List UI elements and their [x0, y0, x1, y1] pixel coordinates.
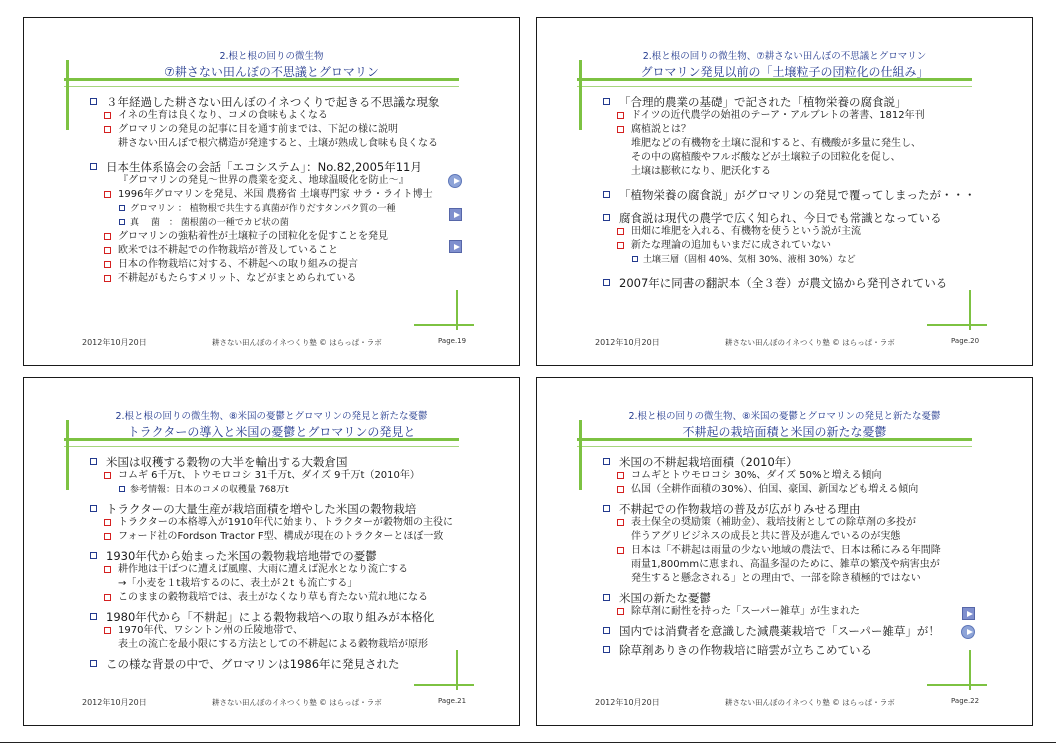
slide-section-header: 2.根と根の回りの微生物、⑧米国の憂鬱とグロマリンの発見と新たな憂鬱 [115, 411, 428, 422]
page-number: Page.21 [438, 697, 467, 705]
page-number: Page.20 [951, 337, 980, 345]
bullet-item-level-2: イネの生育は良くなり、コメの食味もよくなる [88, 109, 508, 123]
bullet-item-level-1: 除草剤ありきの作物栽培に暗雲が立ちこめている [601, 643, 1021, 657]
slide-title: 不耕起の栽培面積と米国の新たな憂鬱 [682, 425, 887, 439]
footer-date: 2012年10月20日 [82, 338, 147, 347]
accent-line [414, 324, 474, 326]
divider [0, 742, 1056, 743]
play-link-icon[interactable] [962, 607, 975, 620]
continuation-text: 表土の流亡を最小限にする方法としての不耕起による穀物栽培が原形 [118, 639, 428, 650]
bullet-item-level-2: 表土保全の奨励策（補助金）、栽培技術としての除草剤の多投が [601, 516, 1021, 530]
bullet-item-level-1: 2007年に同書の翻訳本（全３巻）が農文協から発刊されている [601, 276, 1021, 290]
bullet-item-level-3: 参考情報：日本のコメの収穫量 768万t [88, 483, 508, 497]
bullet-item-level-1: 米国は収穫する穀物の大半を輸出する大穀倉国 [88, 455, 508, 469]
accent-line [64, 446, 459, 447]
bullet-item-level-1: 国内では消費者を意識した減農薬栽培で「スーパー雑草」が！ [601, 624, 1021, 638]
bullet-item-level-2: グロマリンの強粘着性が土壌粒子の団粒化を促すことを発見 [88, 230, 508, 244]
bullet-item-level-1: 腐食説は現代の農学で広く知られ、今日でも常識となっている [601, 211, 1021, 225]
bullet-item-level-1: 1980年代から「不耕起」による穀物栽培への取り組みが本格化 [88, 610, 508, 624]
bullet-item-level-2: コムギとトウモロコシ 30%、ダイズ 50%と増える傾向 [601, 469, 1021, 483]
continuation-text: 雨量1,800mmに恵まれ、高温多湿のために、雑草の繁茂や病害虫が [631, 559, 940, 570]
slide-section-header: 2.根と根の回りの微生物 [219, 51, 324, 62]
bullet-item-level-1: 1930年代から始まった米国の穀物栽培地帯での憂鬱 [88, 549, 508, 563]
bullet-item-level-1: 米国の不耕起栽培面積（2010年） [601, 455, 1021, 469]
continuation-text: その中の腐植酸やフルボ酸などが土壌粒子の団粒化を促し、 [631, 152, 901, 163]
slide-section-header: 2.根と根の回りの微生物、⑦耕さない田んぼの不思議とグロマリン [642, 51, 927, 62]
page-number: Page.22 [951, 697, 980, 705]
slide-body [88, 450, 508, 671]
accent-line [414, 684, 474, 686]
bullet-item-level-1: この様な背景の中で、グロマリンは1986年に発見された [88, 657, 508, 671]
slide-section-header: 2.根と根の回りの微生物、⑧米国の憂鬱とグロマリンの発見と新たな憂鬱 [628, 411, 941, 422]
accent-line [577, 446, 972, 447]
slide-title: ⑦耕さない田んぼの不思議とグロマリン [164, 65, 379, 79]
bullet-item-level-2: 新たな理論の追加もいまだに成されていない [601, 239, 1021, 253]
bullet-item-level-2: 不耕起がもたらすメリット、などがまとめられている [88, 272, 508, 286]
bullet-item-level-2: 1970年代、ワシントン州の丘陵地帯で、 [88, 624, 508, 638]
bullet-item-level-2: 腐植説とは？ [601, 123, 1021, 137]
bullet-item-level-3: 土壌三層（固相 40%、気相 30%、液相 30%）など [601, 253, 1021, 267]
bullet-item-level-1: 不耕起での作物栽培の普及が広がりみせる理由 [601, 502, 1021, 516]
bullet-item-level-2: 日本は「不耕起は雨量の少ない地域の農法で、日本は稀にみる年間降 [601, 544, 1021, 558]
bullet-item-level-2: 耕作地は干ばつに遭えば風塵、大雨に遭えば泥水となり流亡する [88, 563, 508, 577]
slide-page-21[interactable] [23, 377, 520, 726]
footer-date: 2012年10月20日 [595, 698, 660, 707]
bullet-item-level-1: トラクターの大量生産が栽培面積を増やした米国の穀物栽培 [88, 502, 508, 516]
bullet-item-level-2: グロマリンの発見の記事に目を通す前までは、下記の様に説明 [88, 123, 508, 137]
accent-line [927, 324, 987, 326]
accent-line [577, 86, 972, 87]
play-button-icon[interactable] [448, 174, 462, 188]
continuation-text: 耕さない田んぼで根穴構造が発達すると、土壌が熟成し食味も良くなる [118, 138, 438, 149]
footer-title: 耕さない田んぼのイネつくり塾 © はらっぱ・ラボ [725, 698, 895, 707]
play-link-icon[interactable] [449, 208, 462, 221]
bullet-item-level-2: トラクターの本格導入が1910年代に始まり、トラクターが穀物畑の主役に [88, 516, 508, 530]
slide-title: トラクターの導入と米国の憂鬱とグロマリンの発見と [127, 425, 416, 439]
bullet-item-level-3: 真 菌 ： 菌根菌の一種でカビ状の菌 [88, 216, 508, 230]
bullet-item-level-2: 田畑に堆肥を入れる、有機物を使うという説が主流 [601, 225, 1021, 239]
slide-body [88, 90, 508, 286]
footer-title: 耕さない田んぼのイネつくり塾 © はらっぱ・ラボ [212, 338, 382, 347]
continuation-text: 伴うアグリビジネスの成長と共に普及が進んでいるのが実態 [631, 531, 901, 542]
accent-line [64, 86, 459, 87]
bullet-item-level-2: 日本の作物栽培に対する、不耕起への取り組みの提言 [88, 258, 508, 272]
bullet-item-level-2: フォード社のFordson Tractor F型、構成が現在のトラクターとほぼ一致 [88, 530, 508, 544]
slide-body [601, 450, 1021, 657]
bullet-item-level-2: コムギ 6千万t、トウモロコシ 31千万t、ダイズ 9千万t（2010年） [88, 469, 508, 483]
bullet-item-level-2: ドイツの近代農学の始祖のテーア・アルブレトの著書、1812年刊 [601, 109, 1021, 123]
footer-date: 2012年10月20日 [82, 698, 147, 707]
continuation-text: 発生すると懸念される」との理由で、一部を除き積極的ではない [631, 573, 921, 584]
bullet-item-level-2: 1996年グロマリンを発見、米国 農務省 土壌専門家 サラ・ライト博士 [88, 188, 508, 202]
slide-page-22[interactable] [536, 377, 1033, 726]
play-button-icon[interactable] [961, 625, 975, 639]
footer-title: 耕さない田んぼのイネつくり塾 © はらっぱ・ラボ [212, 698, 382, 707]
footer-date: 2012年10月20日 [595, 338, 660, 347]
bullet-item-level-2: 仏国（全耕作面積の30%）、伯国、豪国、新国なども増える傾向 [601, 483, 1021, 497]
continuation-text: 『グロマリンの発見～世界の農業を変え、地球温暖化を防止～』 [118, 175, 409, 186]
slide-body [601, 90, 1021, 290]
bullet-item-level-1: 米国の新たな憂鬱 [601, 591, 1021, 605]
footer-title: 耕さない田んぼのイネつくり塾 © はらっぱ・ラボ [725, 338, 895, 347]
bullet-item-level-1: 「植物栄養の腐食説」がグロマリンの発見で覆ってしまったが・・・ [601, 188, 1021, 202]
bullet-item-level-1: ３年経過した耕さない田んぼのイネつくりで起きる不思議な現象 [88, 95, 508, 109]
slide-page-19[interactable] [23, 17, 520, 366]
slide-page-20[interactable] [536, 17, 1033, 366]
bullet-item-level-1: 日本生体系協会の会話「エコシステム」：No.82,2005年11月 [88, 160, 508, 174]
bullet-item-level-2: このままの穀物栽培では、表土がなくなり草も育たない荒れ地になる [88, 591, 508, 605]
continuation-text: 堆肥などの有機物を土壌に混和すると、有機酸が多量に発生し、 [631, 138, 921, 149]
bullet-item-level-2: 除草剤に耐性を持った「スーパー雑草」が生まれた [601, 605, 1021, 619]
play-link-icon[interactable] [449, 240, 462, 253]
continuation-text: →「小麦を１t栽培するのに、表土が２t も流亡する」 [118, 578, 358, 589]
continuation-text: 土壌は膨軟になり、肥沃化する [631, 166, 771, 177]
page-number: Page.19 [438, 337, 467, 345]
accent-line [927, 684, 987, 686]
bullet-item-level-2: 欧米では不耕起での作物栽培が普及していること [88, 244, 508, 258]
bullet-item-level-3: グロマリン ： 植物根で共生する真菌が作りだすタンパク質の一種 [88, 202, 508, 216]
bullet-item-level-1: 「合理的農業の基礎」で記された「植物栄養の腐食説」 [601, 95, 1021, 109]
slide-title: グロマリン発見以前の「土壌粒子の団粒化の仕組み」 [640, 65, 929, 79]
